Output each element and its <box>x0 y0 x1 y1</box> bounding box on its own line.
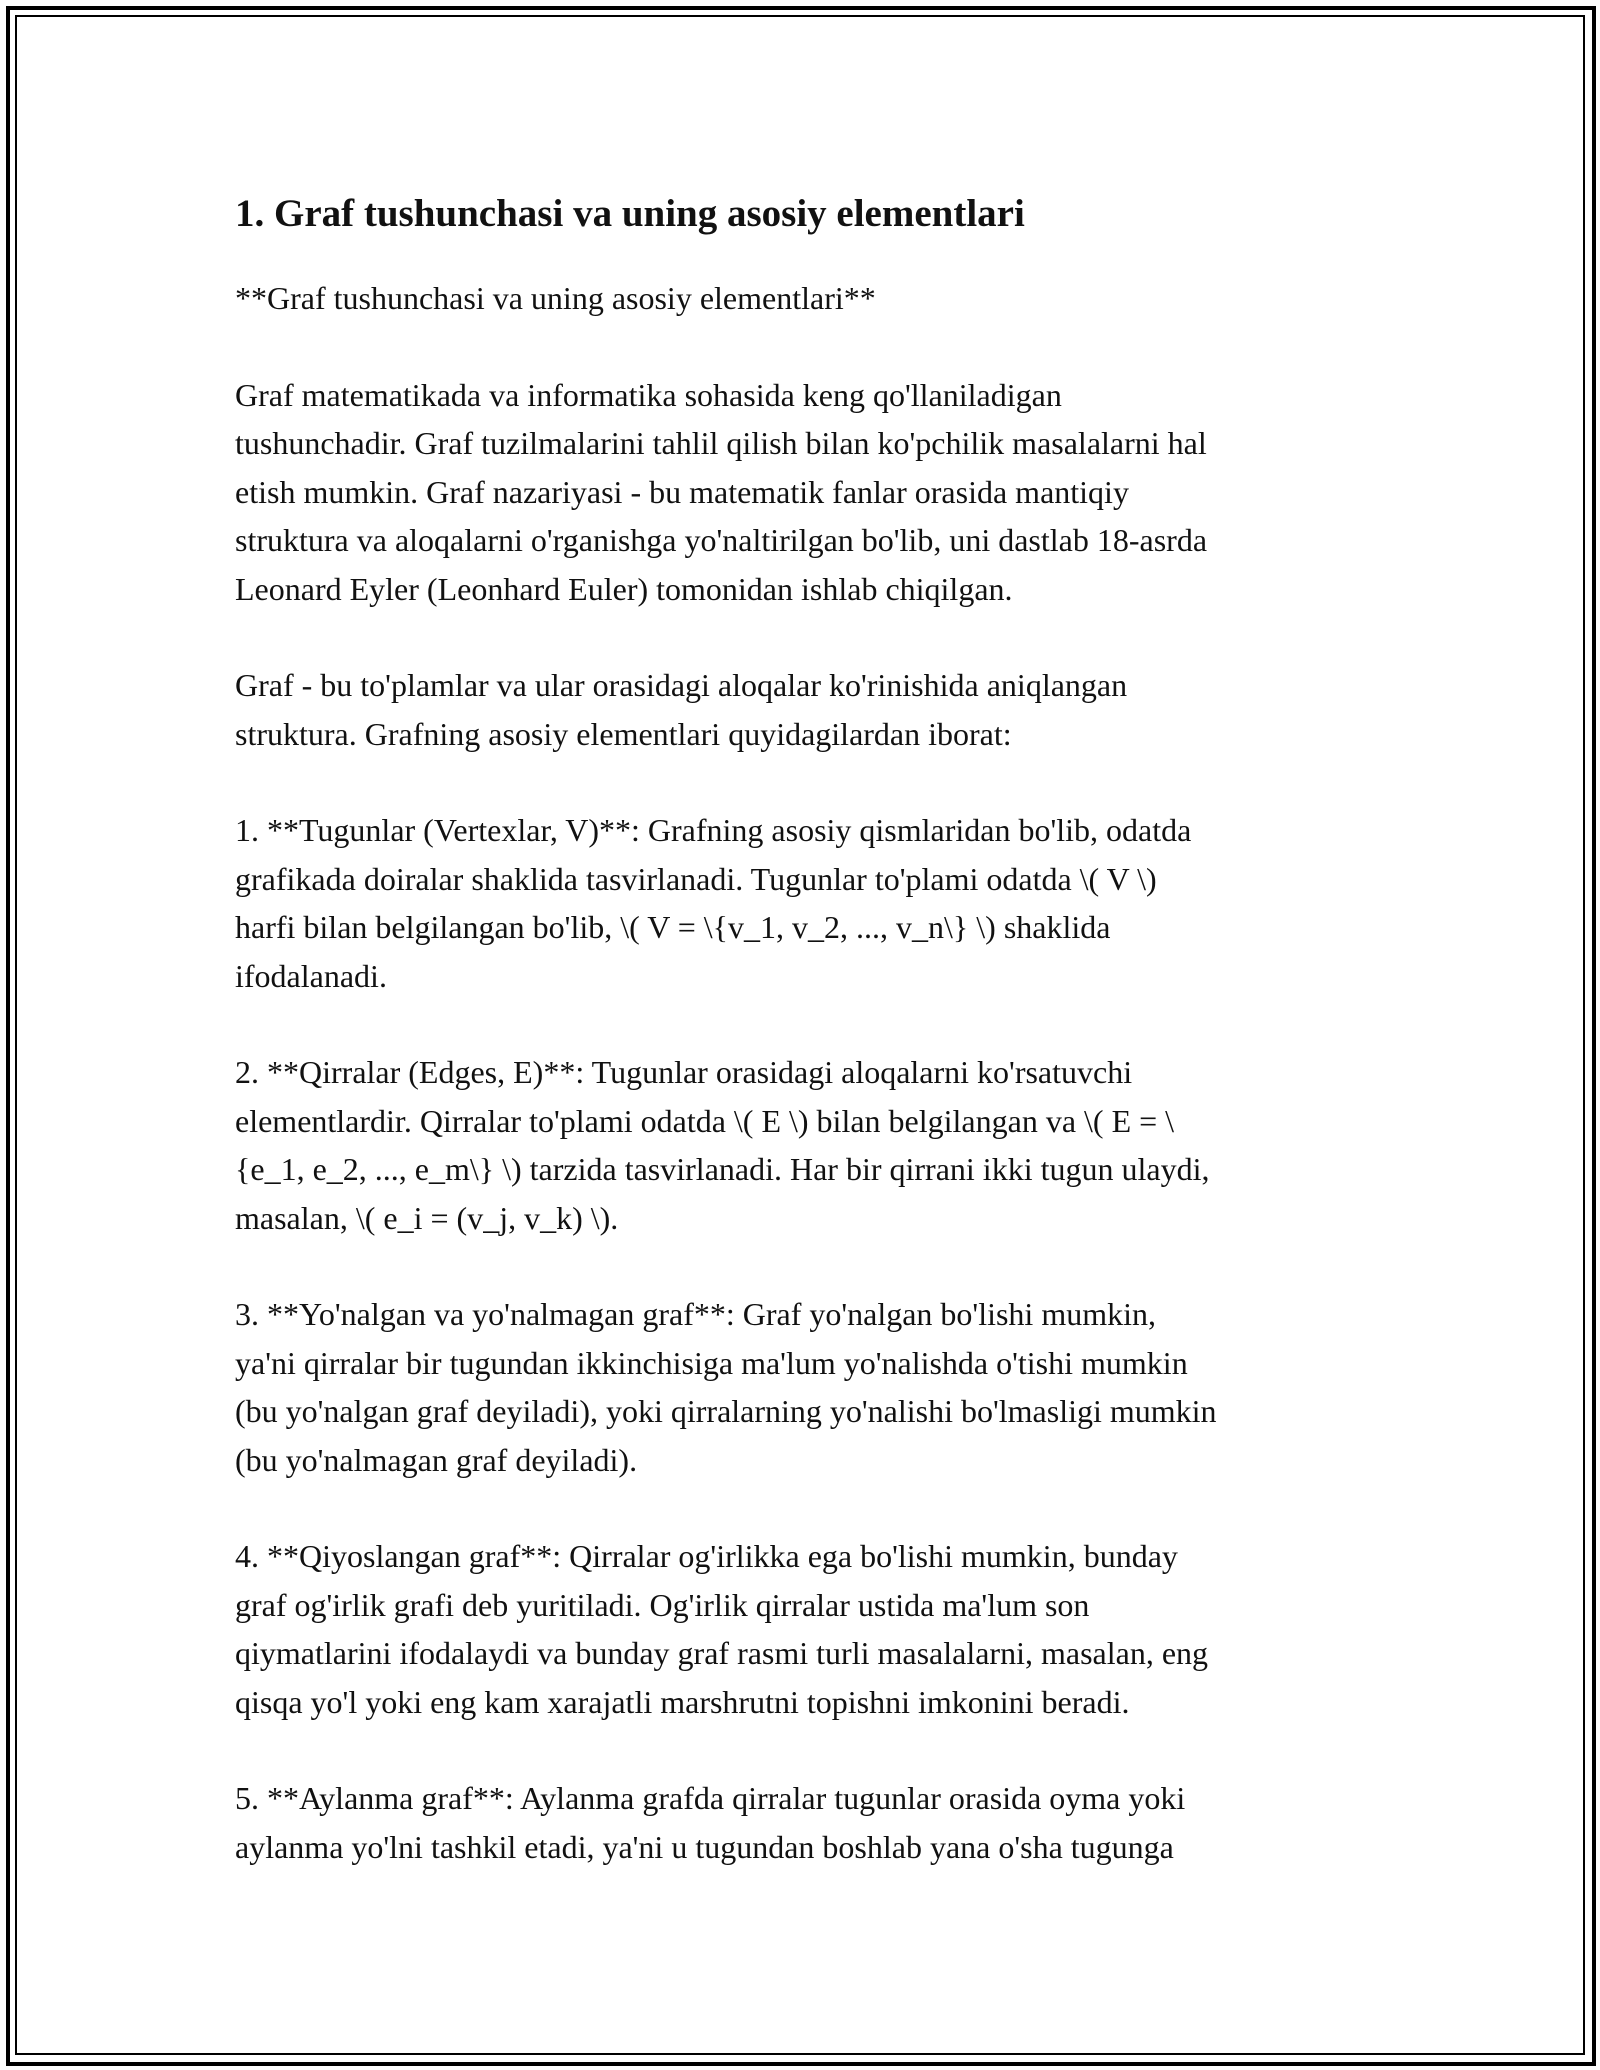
bold-subtitle-paragraph: **Graf tushunchasi va uning asosiy elementlari** <box>235 280 876 316</box>
list-item-vertices: 1. **Tugunlar (Vertexlar, V)**: Grafning asosiy qismlaridan bo'lib, odatda grafikada doiralar shaklida tasvirlanadi. Tugunlar to'plami odatda \( V \) harfi bilan belgilangan bo'lib, \( V = \{v_1, v_2, ..., v_n\} \) shaklida ifodalanadi. <box>235 812 1192 994</box>
list-item-cyclic-graph: 5. **Aylanma graf**: Aylanma grafda qirralar tugunlar orasida oyma yoki aylanma yo'lni tashkil etadi, ya'ni u tugundan boshlab yana o'sha tugunga <box>235 1780 1186 1865</box>
document-title: 1. Graf tushunchasi va uning asosiy elementlari <box>235 192 1025 235</box>
intro-paragraph: Graf matematikada va informatika sohasida keng qo'llaniladigan tushunchadir. Graf tuzilmalarini tahlil qilish bilan ko'pchilik masalalarni hal etish mumkin. Graf nazariyasi - bu matematik fanlar orasida mantiqiy struktura va aloqalarni o'rganishga yo'naltirilgan bo'lib, uni dastlab 18-asrda Leonard Eyler (Leonhard Euler) tomonidan ishlab chiqilgan. <box>235 376 1208 607</box>
definition-paragraph: Graf - bu to'plamlar va ular orasidagi aloqalar ko'rinishida aniqlangan struktura. Grafning asosiy elementlari quyidagilardan iborat: <box>235 667 1128 752</box>
list-item-directed-graph: 3. **Yo'nalgan va yo'nalmagan graf**: Graf yo'nalgan bo'lishi mumkin, ya'ni qirralar bir tugundan ikkinchisiga ma'lum yo'nalishda o'tishi mumkin (bu yo'nalgan graf deyiladi), yoki qirralarning yo'nalishi bo'lmasligi mumkin (bu yo'nalmagan graf deyiladi). <box>235 1296 1217 1478</box>
list-item-weighted-graph: 4. **Qiyoslangan graf**: Qirralar og'irlikka ega bo'lishi mumkin, bunday graf og'irlik grafi deb yuritiladi. Og'irlik qirralar ustida ma'lum son qiymatlarini ifodalaydi va bunday graf rasmi turli masalalarni, masalan, eng qisqa yo'l yoki eng kam xarajatli marshrutni topishni imkonini beradi. <box>235 1538 1209 1720</box>
list-item-edges: 2. **Qirralar (Edges, E)**: Tugunlar orasidagi aloqalarni ko'rsatuvchi elementlardir. Qirralar to'plami odatda \( E \) bilan belgilangan va \( E = \ {e_1, e_2, ..., e_m\} \) tarzida tasvirlanadi. Har bir qirrani ikki tugun ulaydi, masalan, \( e_i = (v_j, v_k) \). <box>235 1054 1210 1236</box>
document-body <box>235 188 1375 1919</box>
